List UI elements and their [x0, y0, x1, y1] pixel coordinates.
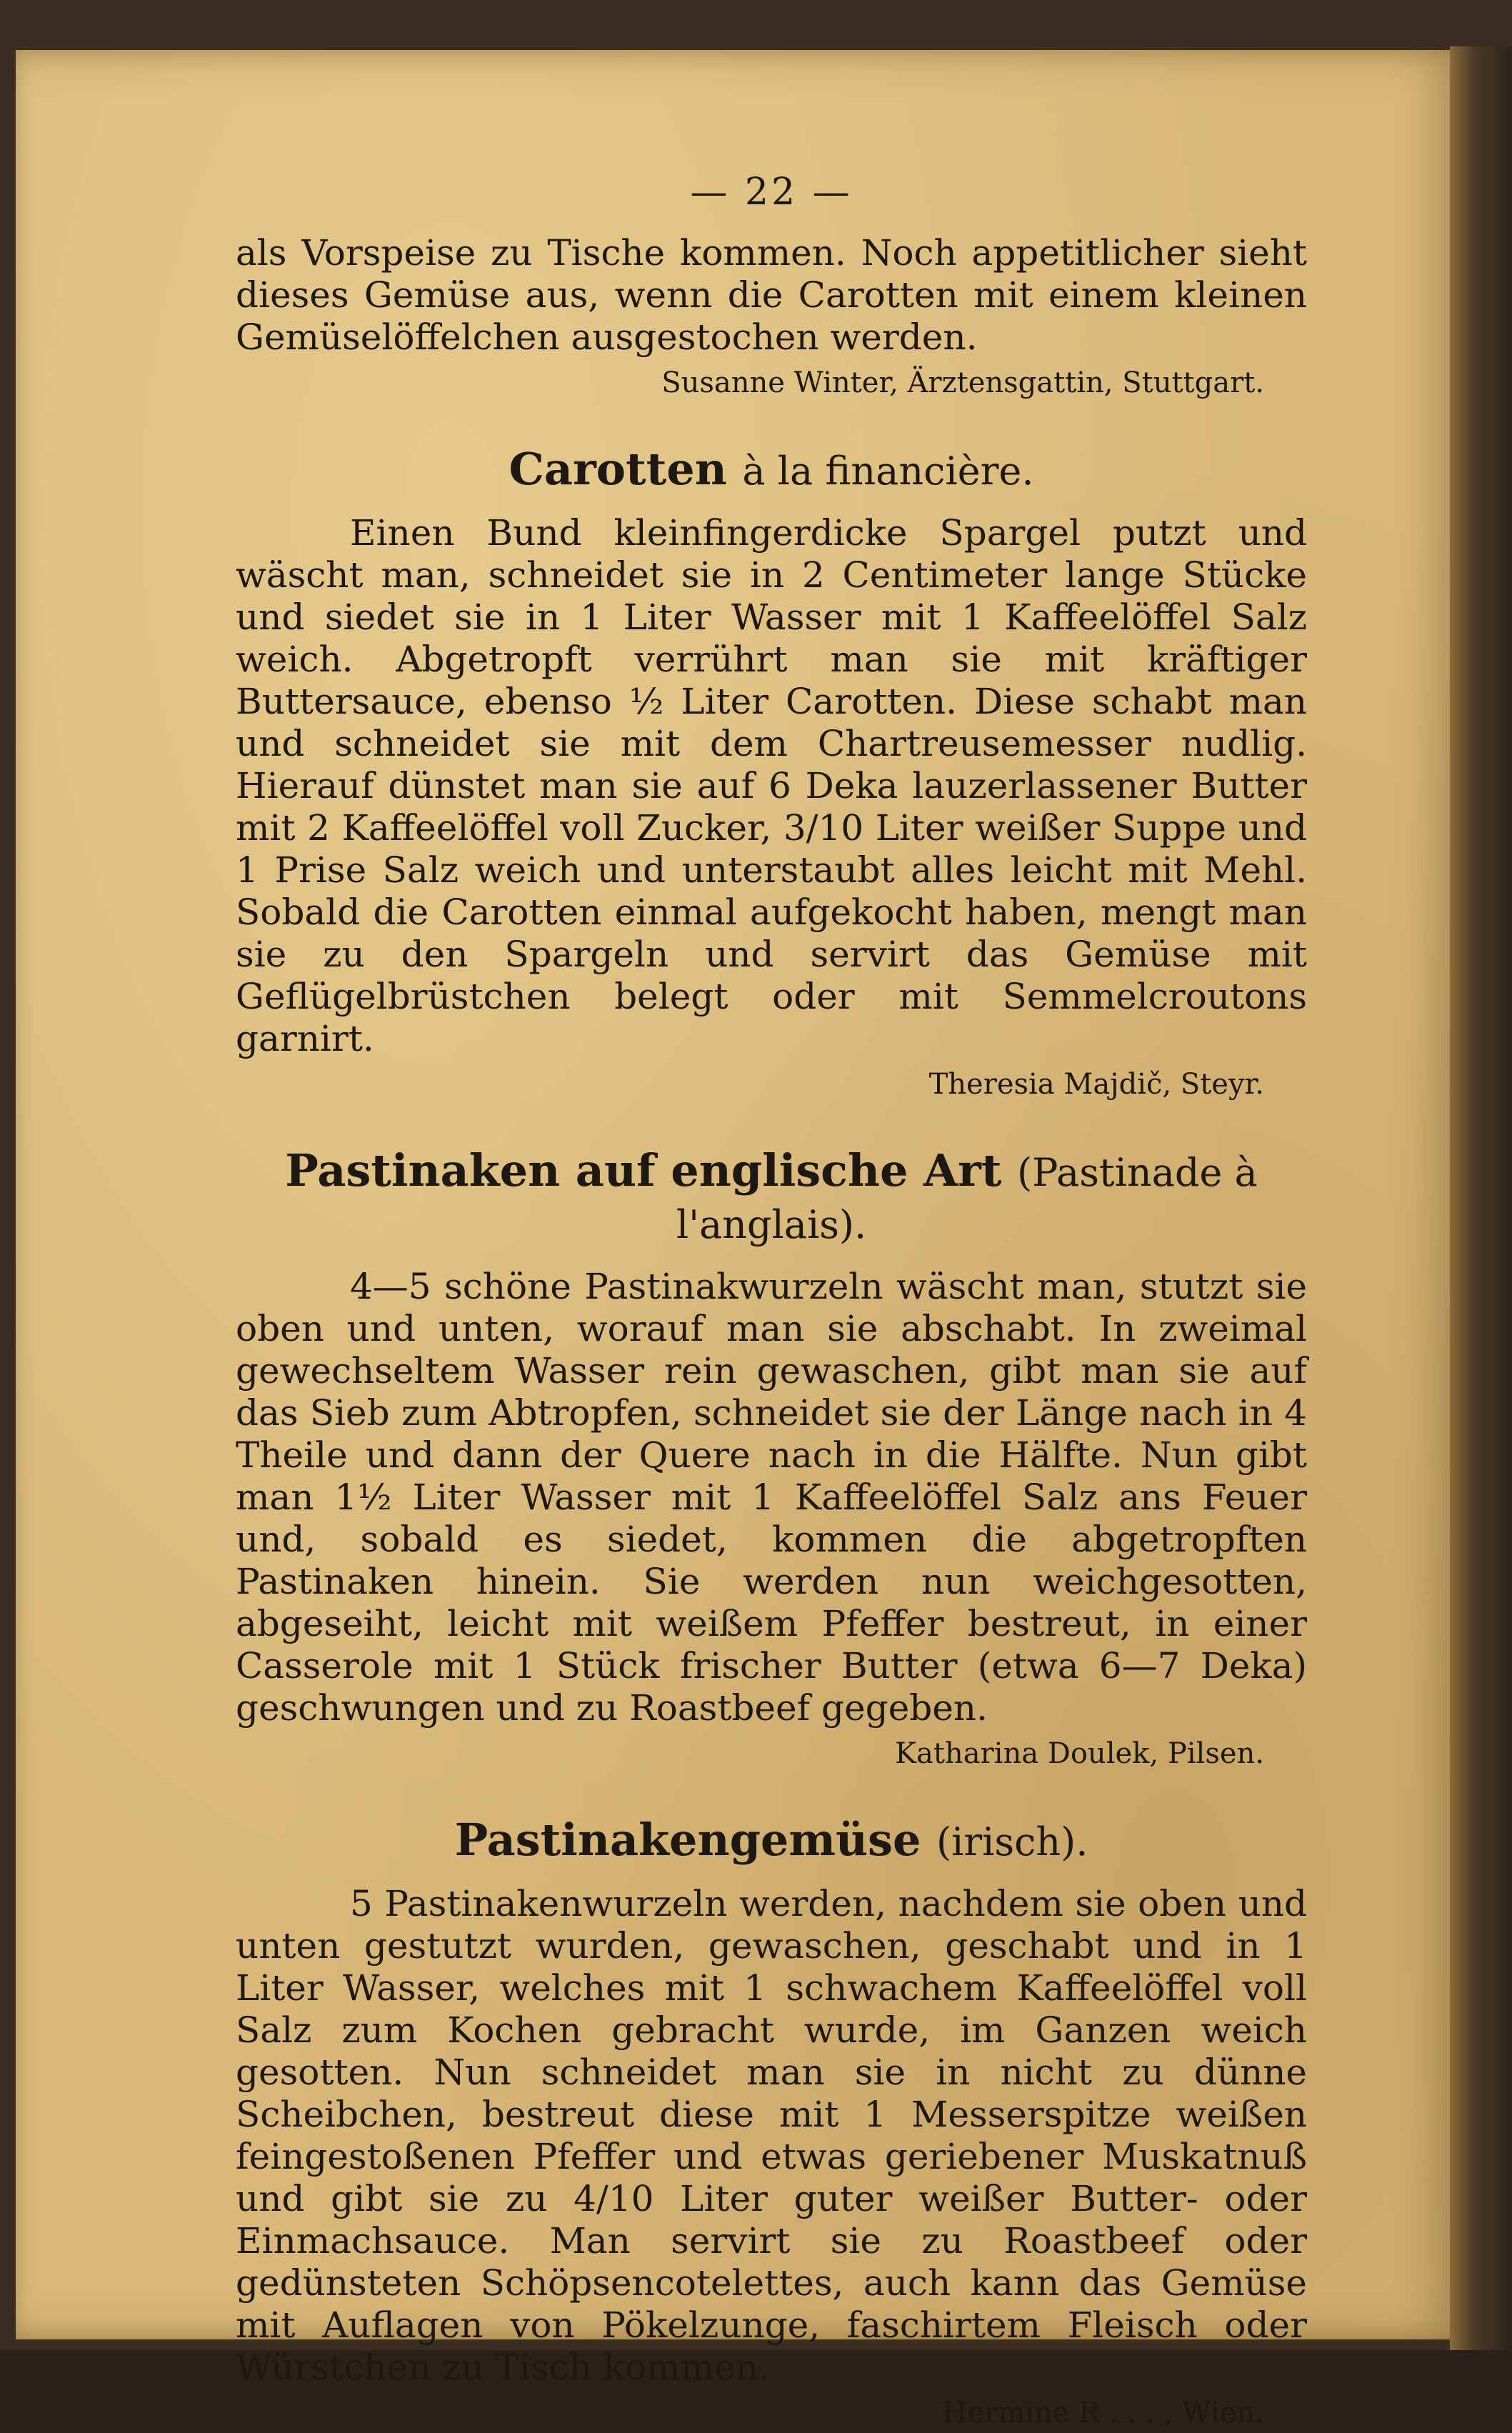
recipe-title-text: Pastinakengemüse	[454, 1814, 921, 1866]
recipe-signature-carotten: Theresia Majdič, Steyr.	[928, 1068, 1264, 1101]
recipe-body-pastinakengemuese: 5 Pastinakenwurzeln werden, nachdem sie oben und unten gestutzt wurden, gewaschen, geschabt und in 1 Liter Wasser, welches mit 1 schwachem Kaffeelöffel voll Salz zum Kochen gebracht wurde, im Ganzen weich gesotten. Nun schneidet man sie in nicht zu dünne Scheibchen, bestreut diese mit 1 Messerspitze weißen feingestoßenen Pfeffer und etwas geriebener Muskatnuß und gibt sie zu 4/10 Liter guter weißer Butter- oder Einmachsauce. Man servirt sie zu Roastbeef oder gedünsteten Schöpsencotelettes, auch kann das Gemüse mit Auflagen von Pökelzunge, faschirtem Fleisch oder Würstchen zu Tisch kommen.	[236, 1883, 1307, 2388]
intro-paragraph: als Vorspeise zu Tische kommen. Noch appetitlicher sieht dieses Gemüse aus, wenn die Carotten mit einem kleinen Gemüselöffelchen ausgestochen werden.	[236, 232, 1307, 358]
recipe-title-latin: à la financière.	[742, 449, 1034, 494]
recipe-title-latin: (Pastinade à l'anglais).	[676, 1150, 1258, 1247]
page-number: — 22 —	[690, 171, 853, 214]
recipe-title-text: Pastinaken auf englische Art	[285, 1144, 1002, 1196]
recipe-title-carotten	[236, 444, 1307, 496]
recipe-title-pastinakengemuese	[236, 1815, 1307, 1867]
intro-signature: Susanne Winter, Ärztensgattin, Stuttgart.	[661, 366, 1264, 399]
recipe-signature-pastinaken-englisch: Katharina Doulek, Pilsen.	[895, 1737, 1264, 1770]
recipe-title-pastinaken-englisch	[236, 1146, 1307, 1250]
book-spine	[1450, 46, 1512, 2350]
recipe-body-carotten: Einen Bund kleinfingerdicke Spargel putzt und wäscht man, schneidet sie in 2 Centimeter lange Stücke und siedet sie in 1 Liter Wasser mit 1 Kaffeelöffel Salz weich. Abgetropft verrührt man sie mit kräftiger Buttersauce, ebenso ½ Liter Carotten. Diese schabt man und schneidet sie mit dem Chartreusemesser nudlig. Hierauf dünstet man sie auf 6 Deka lauzerlassener Butter mit 2 Kaffeelöffel voll Zucker, 3/10 Liter weißer Suppe und 1 Prise Salz weich und unterstaubt alles leicht mit Mehl. Sobald die Carotten einmal aufgekocht haben, mengt man sie zu den Spargeln und servirt das Gemüse mit Geflügelbrüstchen belegt oder mit Semmelcroutons garnirt.	[236, 512, 1307, 1059]
page-text	[236, 171, 1307, 2433]
recipe-body-pastinaken-englisch: 4—5 schöne Pastinakwurzeln wäscht man, stutzt sie oben und unten, worauf man sie abschabt. In zweimal gewechseltem Wasser rein gewaschen, gibt man sie auf das Sieb zum Abtropfen, schneidet sie der Länge nach in 4 Theile und dann der Quere nach in die Hälfte. Nun gibt man 1½ Liter Wasser mit 1 Kaffeelöffel Salz ans Feuer und, sobald es siedet, kommen die abgetropften Pastinaken hinein. Sie werden nun weichgesotten, abgeseiht, leicht mit weißem Pfeffer bestreut, in einer Casserole mit 1 Stück frischer Butter (etwa 6—7 Deka) geschwungen und zu Roastbeef gegeben.	[236, 1266, 1307, 1729]
recipe-signature-pastinakengemuese: Hermine R . . . , Wien.	[942, 2397, 1264, 2429]
recipe-title-latin: (irisch).	[936, 1819, 1088, 1864]
recipe-title-text: Carotten	[509, 443, 727, 495]
